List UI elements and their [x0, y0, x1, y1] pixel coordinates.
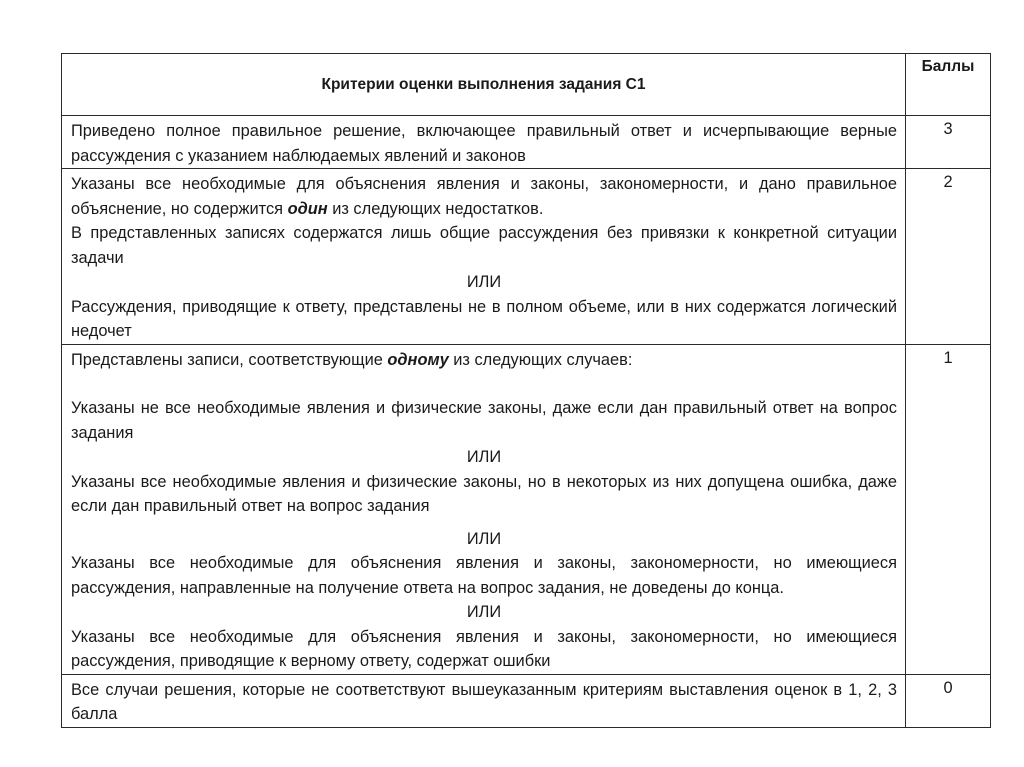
criteria-text: Все случаи решения, которые не соответствуют вышеуказанным критериям выставления оценок в 1, 2, 3 балла — [71, 680, 897, 723]
criteria-row-1 — [62, 344, 991, 674]
criteria-table — [61, 53, 991, 728]
criteria-case: Указаны не все необходимые явления и физические законы, даже если дан правильный ответ на вопрос задания — [71, 399, 897, 442]
intro-text-end: из следующих недостатков. — [327, 199, 544, 218]
criteria-header: Критерии оценки выполнения задания С1 — [62, 54, 906, 116]
criteria-row-2 — [62, 169, 991, 345]
spacer — [71, 372, 897, 396]
criteria-cell — [62, 674, 906, 727]
score-cell: 1 — [906, 344, 991, 674]
criteria-case: Рассуждения, приводящие к ответу, представлены не в полном объеме, или в них содержатся логический недочет — [71, 297, 897, 340]
criteria-case: Указаны все необходимые для объяснения явления и законы, закономерности, но имеющиеся рассуждения, приводящие к верному ответу, содержат ошибки — [71, 627, 897, 670]
criteria-text: Приведено полное правильное решение, включающее правильный ответ и исчерпывающие верные рассуждения с указанием наблюдаемых явлений и законов — [71, 122, 897, 165]
or-separator: ИЛИ — [466, 603, 502, 621]
or-separator: ИЛИ — [466, 529, 502, 548]
spacer — [71, 519, 897, 527]
criteria-case: Указаны все необходимые для объяснения явления и законы, закономерности, но имеющиеся рассуждения, направленные на получение ответа на вопрос задания, не доведены до конца. — [71, 554, 897, 597]
score-header: Баллы — [906, 54, 991, 116]
or-separator: ИЛИ — [466, 448, 502, 466]
intro-text-end: из следующих случаев: — [448, 350, 633, 369]
score-cell: 3 — [906, 116, 991, 169]
score-cell: 2 — [906, 169, 991, 345]
intro-text: Представлены записи, соответствующие — [71, 350, 388, 369]
intro-text: Указаны все необходимые для объяснения явления и законы, закономерности, и дано правильное объяснение, но содержится — [71, 175, 897, 218]
criteria-row-3 — [62, 116, 991, 169]
criteria-cell — [62, 116, 906, 169]
score-cell: 0 — [906, 674, 991, 727]
emphasis-word: одному — [387, 350, 449, 369]
criteria-intro — [71, 172, 897, 221]
header-row — [62, 54, 991, 116]
or-separator: ИЛИ — [466, 273, 502, 291]
criteria-case: Указаны все необходимые явления и физические законы, но в некоторых из них допущена ошибка, даже если дан правильный ответ на вопрос задания — [71, 472, 897, 515]
emphasis-word: один — [287, 199, 328, 218]
criteria-intro — [71, 348, 897, 373]
criteria-row-0 — [62, 674, 991, 727]
criteria-cell — [62, 344, 906, 674]
criteria-cell — [62, 169, 906, 345]
criteria-case: В представленных записях содержатся лишь общие рассуждения без привязки к конкретной ситуации задачи — [71, 224, 897, 267]
